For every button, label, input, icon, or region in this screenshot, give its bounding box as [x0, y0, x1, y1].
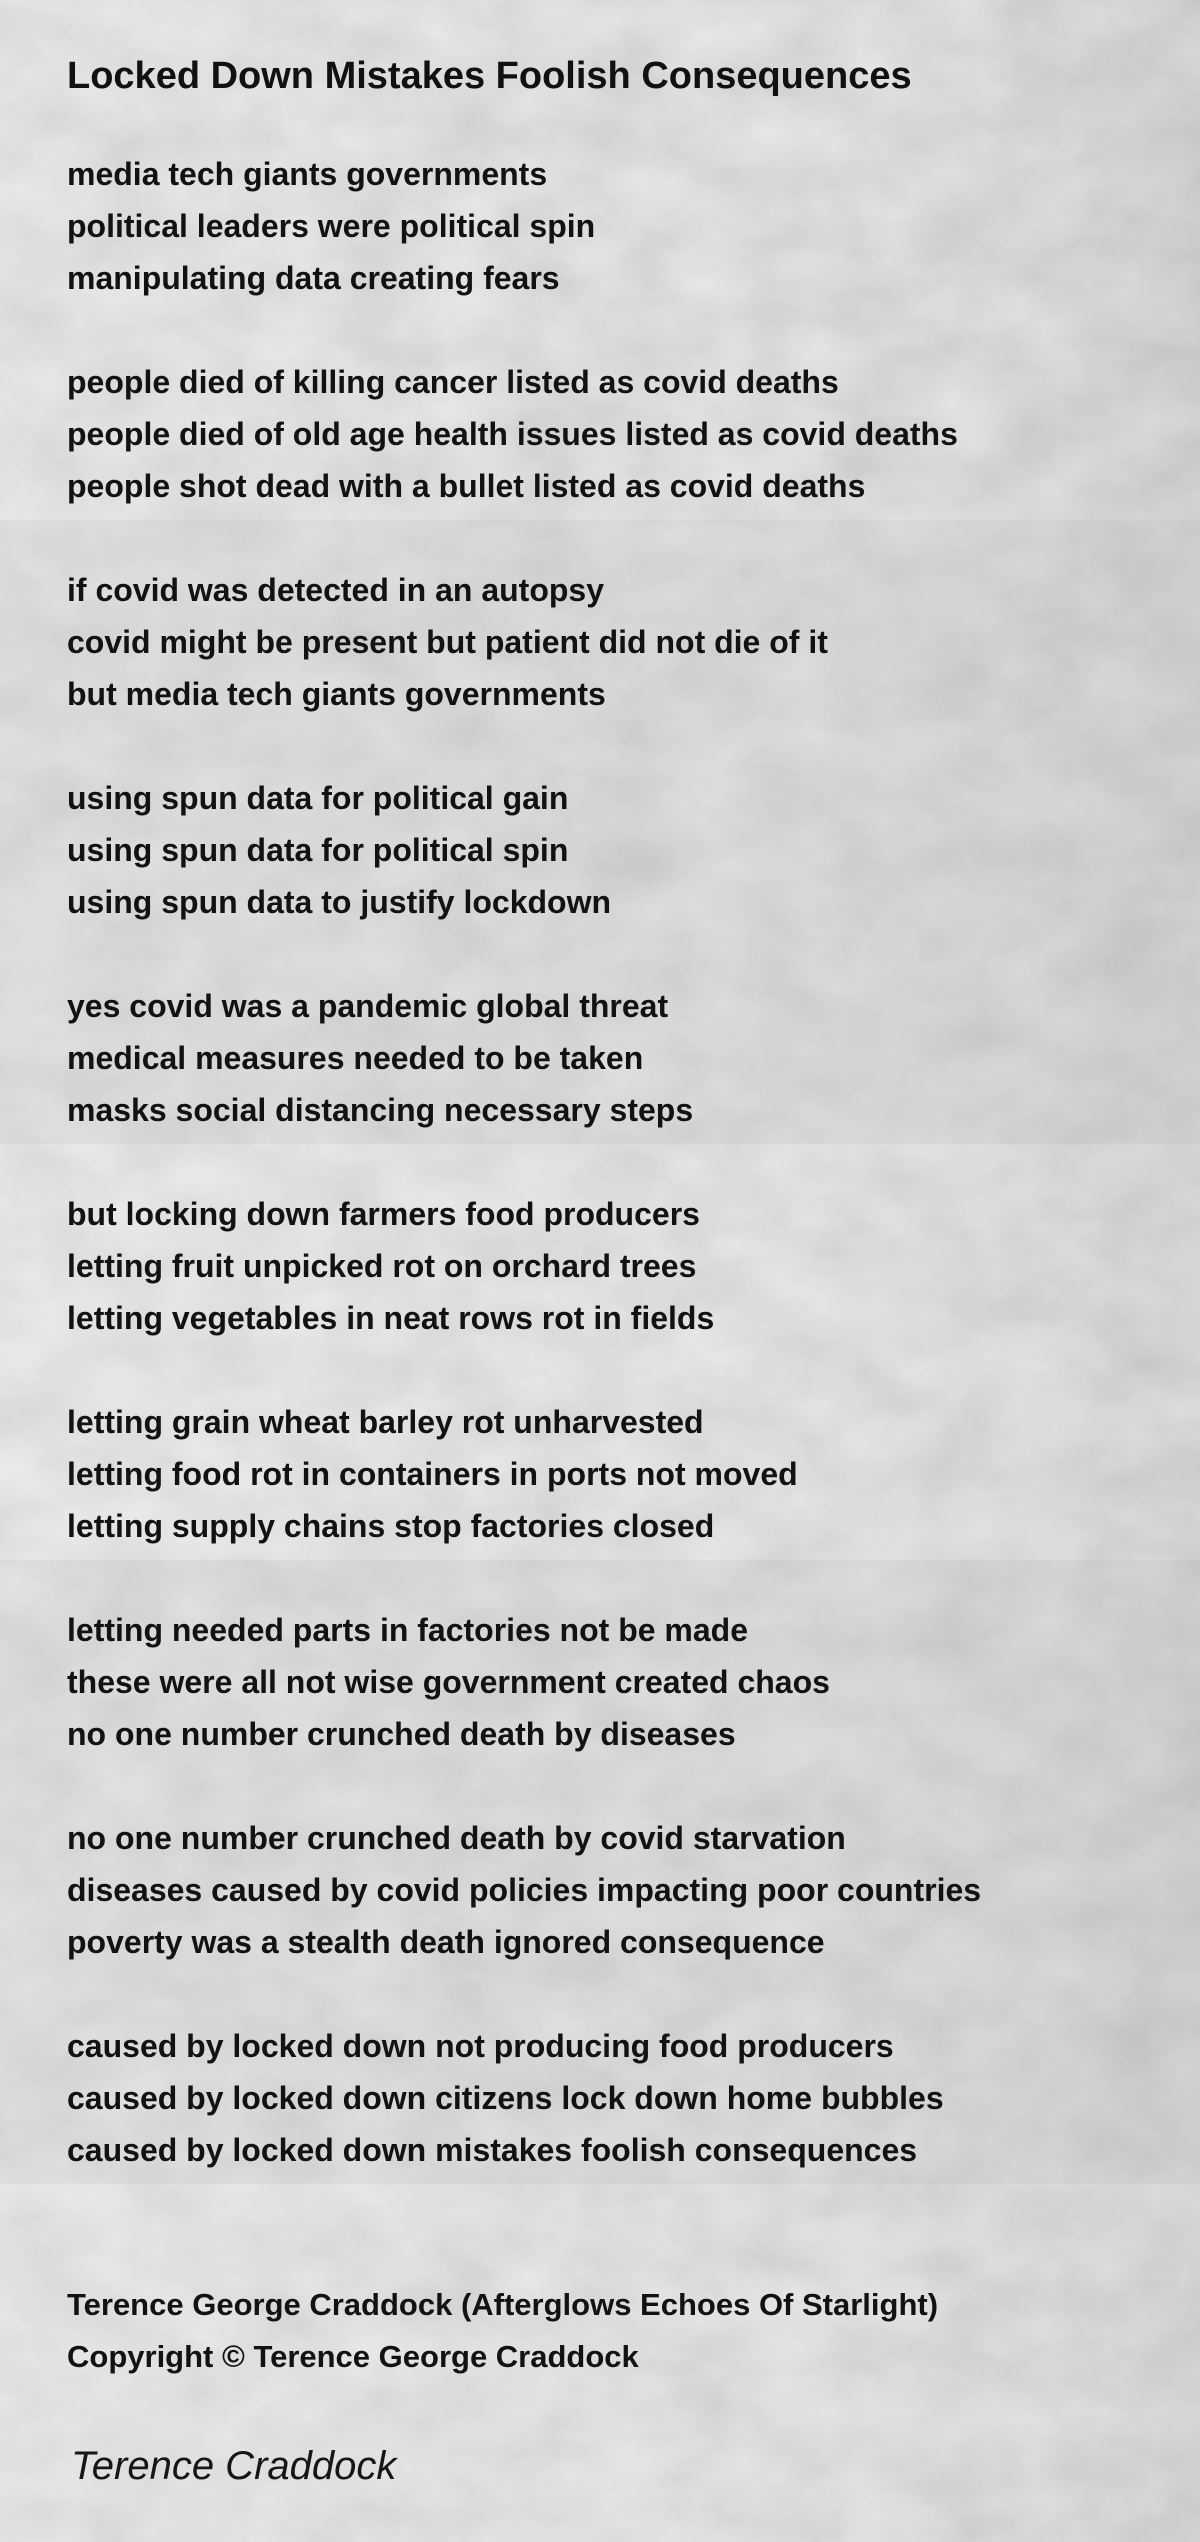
- poem-line: political leaders were political spin: [67, 208, 596, 244]
- stanza-6: [67, 1188, 981, 1344]
- poem-line: these were all not wise government created chaos: [67, 1664, 830, 1700]
- poem-line: letting fruit unpicked rot on orchard trees: [67, 1248, 697, 1284]
- stanza-9: [67, 1812, 981, 1968]
- poem-line: people shot dead with a bullet listed as covid deaths: [67, 468, 866, 504]
- poem-line: if covid was detected in an autopsy: [67, 572, 605, 608]
- poem-line: poverty was a stealth death ignored consequence: [67, 1924, 825, 1960]
- poem-line: yes covid was a pandemic global threat: [67, 988, 669, 1024]
- poem-line: letting supply chains stop factories closed: [67, 1508, 715, 1544]
- copyright-line: Copyright © Terence George Craddock: [67, 2339, 639, 2374]
- stanza-1: [67, 148, 981, 304]
- author-line: Terence George Craddock (Afterglows Echoes Of Starlight): [67, 2287, 939, 2322]
- poem-line: letting grain wheat barley rot unharvested: [67, 1404, 704, 1440]
- poem-line: letting needed parts in factories not be made: [67, 1612, 749, 1648]
- poem-line: people died of killing cancer listed as covid deaths: [67, 364, 839, 400]
- poem-line: covid might be present but patient did not die of it: [67, 624, 828, 660]
- poem-line: media tech giants governments: [67, 156, 548, 192]
- poem-line: people died of old age health issues listed as covid deaths: [67, 416, 958, 452]
- poem-line: but locking down farmers food producers: [67, 1196, 700, 1232]
- poem-line: caused by locked down citizens lock down home bubbles: [67, 2080, 944, 2116]
- poem-line: letting vegetables in neat rows rot in fields: [67, 1300, 715, 1336]
- stanza-8: [67, 1604, 981, 1760]
- poem-title: Locked Down Mistakes Foolish Consequences: [67, 55, 912, 97]
- poem-body: [67, 148, 981, 2176]
- author-signature: Terence Craddock: [71, 2444, 397, 2488]
- poem-line: using spun data for political spin: [67, 832, 569, 868]
- poem-credits: [67, 2279, 938, 2383]
- stanza-7: [67, 1396, 981, 1552]
- poem-line: manipulating data creating fears: [67, 260, 560, 296]
- poem-line: medical measures needed to be taken: [67, 1040, 644, 1076]
- stanza-4: [67, 772, 981, 928]
- poem-line: but media tech giants governments: [67, 676, 606, 712]
- stanza-3: [67, 564, 981, 720]
- stanza-2: [67, 356, 981, 512]
- poem-line: using spun data for political gain: [67, 780, 569, 816]
- stanza-5: [67, 980, 981, 1136]
- poem-line: no one number crunched death by diseases: [67, 1716, 736, 1752]
- poem-line: caused by locked down mistakes foolish consequences: [67, 2132, 918, 2168]
- poem-line: diseases caused by covid policies impacting poor countries: [67, 1872, 982, 1908]
- poem-line: caused by locked down not producing food producers: [67, 2028, 894, 2064]
- stanza-10: [67, 2020, 981, 2176]
- poem-line: no one number crunched death by covid starvation: [67, 1820, 846, 1856]
- poem-line: masks social distancing necessary steps: [67, 1092, 694, 1128]
- poem-line: letting food rot in containers in ports not moved: [67, 1456, 798, 1492]
- poem-line: using spun data to justify lockdown: [67, 884, 612, 920]
